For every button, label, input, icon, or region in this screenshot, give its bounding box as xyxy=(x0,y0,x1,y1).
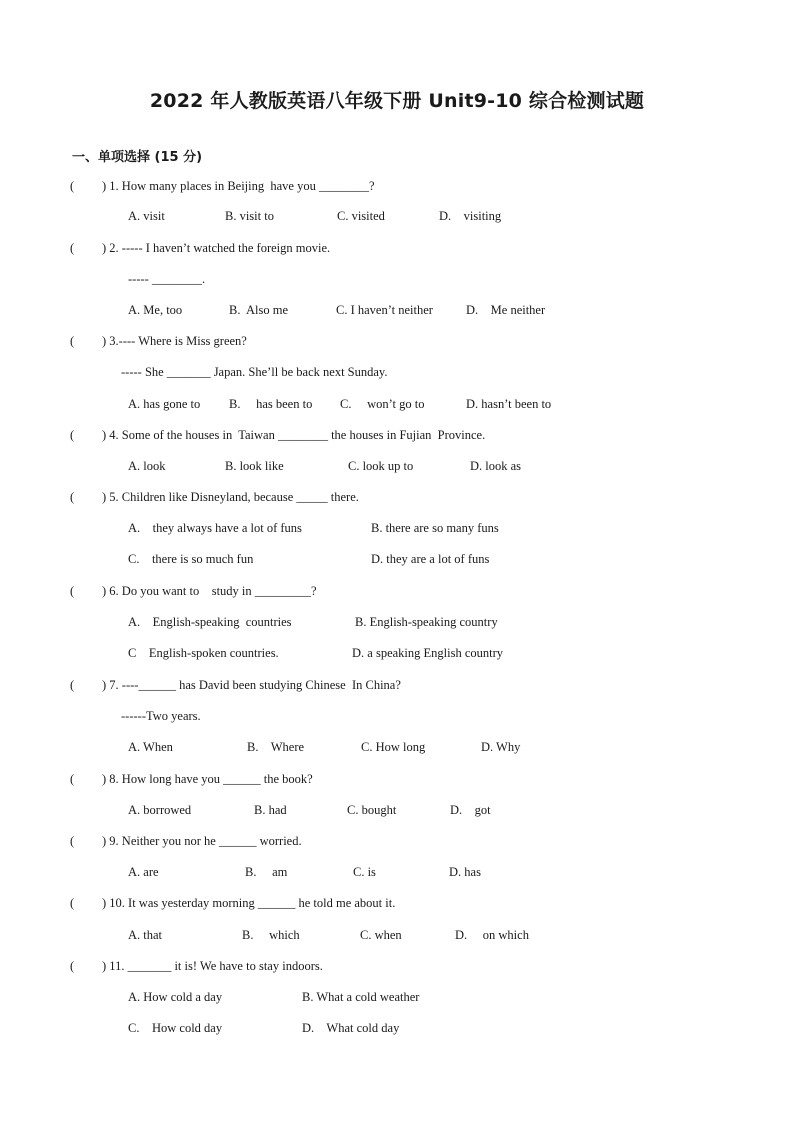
answer-option[interactable]: B. look like xyxy=(225,459,284,473)
answer-option[interactable]: B. has been to xyxy=(229,397,313,411)
question-stem: ) 2. ----- I haven’t watched the foreign movie. xyxy=(102,241,331,255)
answer-option[interactable]: C. How cold day xyxy=(128,1021,223,1035)
answer-paren[interactable]: ( xyxy=(70,584,75,598)
answer-option[interactable]: C. when xyxy=(360,928,402,942)
answer-option[interactable]: A. they always have a lot of funs xyxy=(128,521,302,535)
question-stem: ) 3.---- Where is Miss green? xyxy=(102,334,247,348)
question-stem: ) 1. How many places in Beijing have you ________? xyxy=(102,179,375,193)
question-stem: ) 11. _______ it is! We have to stay indoors. xyxy=(102,959,323,973)
question-stem: ) 7. ----______ has David been studying Chinese In China? xyxy=(102,678,401,692)
answer-option[interactable]: D. look as xyxy=(470,459,522,473)
answer-paren[interactable]: ( xyxy=(70,834,75,848)
answer-paren[interactable]: ( xyxy=(70,896,75,910)
answer-option[interactable]: B. am xyxy=(245,865,288,879)
answer-paren[interactable]: ( xyxy=(70,678,75,692)
answer-option[interactable]: A. has gone to xyxy=(128,397,201,411)
answer-option[interactable]: C English-spoken countries. xyxy=(128,646,279,660)
answer-option[interactable]: C. look up to xyxy=(348,459,414,473)
answer-option[interactable]: C. bought xyxy=(347,803,397,817)
question-stem: ) 8. How long have you ______ the book? xyxy=(102,772,313,786)
answer-paren[interactable]: ( xyxy=(70,428,75,442)
answer-option[interactable]: B. visit to xyxy=(225,209,274,223)
question-dialogue-line: ------Two years. xyxy=(121,709,201,723)
answer-option[interactable]: D. has xyxy=(449,865,481,879)
answer-paren[interactable]: ( xyxy=(70,772,75,786)
answer-option[interactable]: D. hasn’t been to xyxy=(466,397,552,411)
answer-option[interactable]: D. What cold day xyxy=(302,1021,400,1035)
answer-option[interactable]: D. Me neither xyxy=(466,303,546,317)
answer-paren[interactable]: ( xyxy=(70,334,75,348)
answer-option[interactable]: C. there is so much fun xyxy=(128,552,254,566)
answer-option[interactable]: A. borrowed xyxy=(128,803,192,817)
answer-option[interactable]: B. What a cold weather xyxy=(302,990,420,1004)
answer-option[interactable]: B. English-speaking country xyxy=(355,615,498,629)
answer-option[interactable]: A. visit xyxy=(128,209,165,223)
answer-option[interactable]: D. they are a lot of funs xyxy=(371,552,490,566)
answer-option[interactable]: D. on which xyxy=(455,928,529,942)
answer-paren[interactable]: ( xyxy=(70,959,75,973)
answer-paren[interactable]: ( xyxy=(70,179,75,193)
answer-option[interactable]: A. are xyxy=(128,865,159,879)
answer-option[interactable]: A. When xyxy=(128,740,173,754)
answer-option[interactable]: A. English-speaking countries xyxy=(128,615,292,629)
page-title: 2022 年人教版英语八年级下册 Unit9-10 综合检测试题 xyxy=(149,90,645,112)
answer-option[interactable]: C. visited xyxy=(337,209,385,223)
answer-option[interactable]: B. Where xyxy=(247,740,305,754)
answer-paren[interactable]: ( xyxy=(70,490,75,504)
answer-option[interactable]: B. Also me xyxy=(229,303,289,317)
answer-option[interactable]: D. got xyxy=(450,803,491,817)
answer-option[interactable]: A. that xyxy=(128,928,163,942)
answer-option[interactable]: C. won’t go to xyxy=(340,397,425,411)
question-stem: ) 5. Children like Disneyland, because _____ there. xyxy=(102,490,359,504)
answer-option[interactable]: C. How long xyxy=(361,740,426,754)
question-stem: ) 10. It was yesterday morning ______ he told me about it. xyxy=(102,896,396,910)
answer-option[interactable]: C. is xyxy=(353,865,376,879)
answer-option[interactable]: D. visiting xyxy=(439,209,502,223)
answer-paren[interactable]: ( xyxy=(70,241,75,255)
question-stem: ) 4. Some of the houses in Taiwan ________ the houses in Fujian Province. xyxy=(102,428,486,442)
answer-option[interactable]: A. look xyxy=(128,459,166,473)
answer-option[interactable]: A. How cold a day xyxy=(128,990,223,1004)
answer-option[interactable]: B. which xyxy=(242,928,300,942)
question-stem: ) 6. Do you want to study in _________? xyxy=(102,584,317,598)
question-stem: ) 9. Neither you nor he ______ worried. xyxy=(102,834,302,848)
answer-option[interactable]: A. Me, too xyxy=(128,303,183,317)
question-dialogue-line: ----- She _______ Japan. She’ll be back next Sunday. xyxy=(121,365,388,379)
question-dialogue-line: ----- ________. xyxy=(128,272,206,286)
answer-option[interactable]: C. I haven’t neither xyxy=(336,303,433,317)
answer-option[interactable]: B. there are so many funs xyxy=(371,521,499,535)
answer-option[interactable]: D. a speaking English country xyxy=(352,646,504,660)
answer-option[interactable]: D. Why xyxy=(481,740,521,754)
answer-option[interactable]: B. had xyxy=(254,803,287,817)
section-heading: 一、单项选择 (15 分) xyxy=(72,150,203,165)
